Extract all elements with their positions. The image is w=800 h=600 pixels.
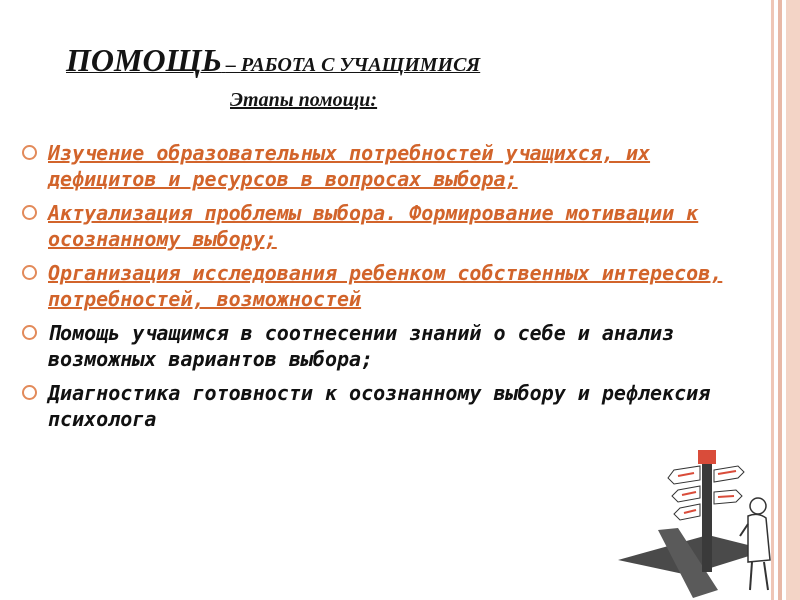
- border-stripe: [786, 0, 800, 600]
- list-item: [20, 140, 770, 192]
- slide-subtitle: Этапы помощи:: [230, 89, 378, 111]
- step-link[interactable]: Изучение образовательных потребностей учащихся, их дефицитов и ресурсов в вопросах выбора;: [48, 141, 651, 191]
- steps-list: [20, 140, 770, 440]
- slide-title: [66, 40, 706, 87]
- title-main: ПОМОЩЬ: [66, 42, 222, 78]
- step-link[interactable]: Организация исследования ребенком собственных интересов, потребностей, возможностей: [48, 261, 723, 311]
- bullet-icon: [22, 385, 37, 400]
- bullet-icon: [22, 325, 37, 340]
- bullet-icon: [22, 265, 37, 280]
- step-link[interactable]: Актуализация проблемы выбора. Формирование мотивации к осознанному выбору;: [48, 201, 699, 251]
- signpost-top-icon: [698, 450, 716, 464]
- bullet-icon: [22, 145, 37, 160]
- list-item: [20, 380, 770, 432]
- step-text: Диагностика готовности к осознанному выбору и рефлексия психолога: [48, 381, 711, 431]
- list-item: [20, 200, 770, 252]
- title-rest: – РАБОТА С УЧАЩИМИСЯ: [225, 54, 481, 76]
- person-icon: [740, 498, 770, 590]
- step-text: Помощь учащимся в соотнесении знаний о себе и анализ возможных вариантов выбора;: [48, 321, 675, 371]
- border-stripe: [778, 0, 782, 600]
- bullet-icon: [22, 205, 37, 220]
- signpost-icon: [702, 462, 712, 572]
- list-item: [20, 320, 770, 372]
- signpost-person-clipart: [598, 440, 778, 600]
- list-item: [20, 260, 770, 312]
